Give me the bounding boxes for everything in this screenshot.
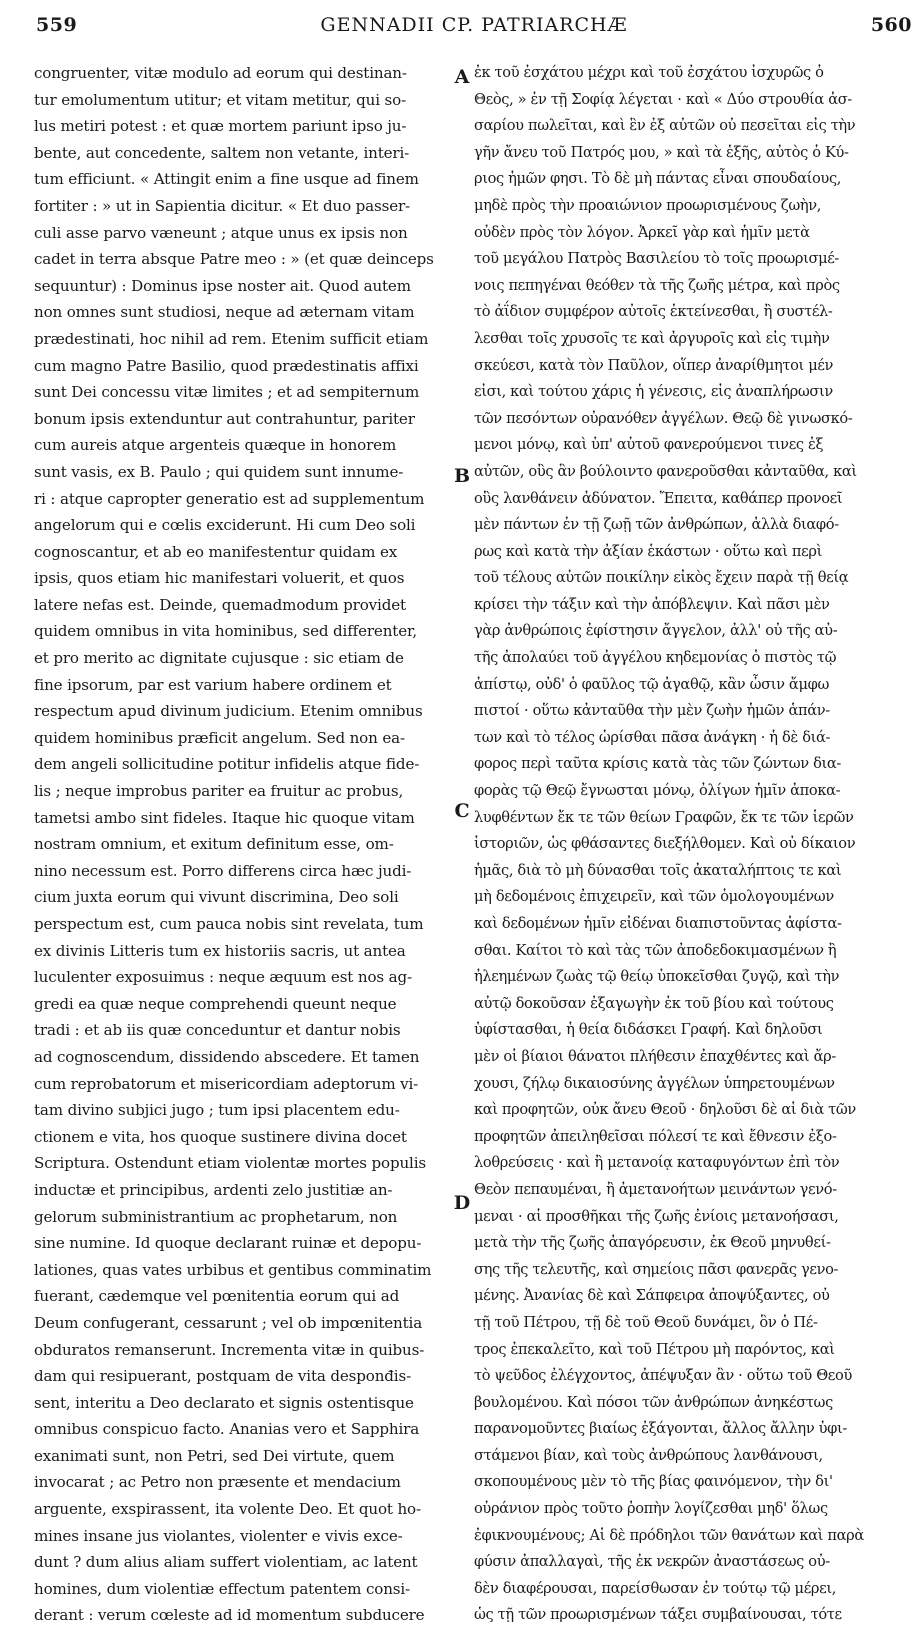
left-page-number: 559: [36, 14, 78, 36]
text-line: οὐράνιον πρὸς τοῦτο ῥοπὴν λογίζεσθαι μηδ' ὅλως: [474, 1500, 828, 1518]
text-line: ἐφικνουμένους; Αἱ δὲ πρόδηλοι τῶν θανάτων καὶ παρὰ: [474, 1526, 864, 1544]
text-line: luculenter exposuimus : neque æquum est nos ag-: [34, 968, 412, 987]
text-line: μηδὲ πρὸς τὴν προαιώνιον προωρισμένους ζωὴν,: [474, 196, 822, 214]
text-line: τοῦ τέλους αὐτῶν ποικίλην εἰκὸς ἔχειν παρὰ τῇ θείᾳ: [474, 569, 849, 587]
text-line: exanimati sunt, non Petri, sed Dei virtute, quem: [34, 1446, 395, 1465]
text-line: cognoscantur, et ab eo manifestentur quidam ex: [34, 542, 398, 561]
text-line: μὲν πάντων ἐν τῇ ζωῇ τῶν ἀνθρώπων, ἀλλὰ διαφό-: [474, 516, 839, 534]
text-line: τῇ τοῦ Πέτρου, τῇ δὲ τοῦ Θεοῦ δυνάμει, ὃν ὁ Πέ-: [474, 1313, 818, 1331]
text-line: tametsi ambo sint fideles. Itaque hic quoque vitam: [34, 808, 415, 827]
text-line: ad cognoscendum, dissidendo abscedere. Et tamen: [34, 1047, 420, 1066]
text-line: tradi : et ab iis quæ conceduntur et dantur nobis: [34, 1021, 401, 1040]
text-line: perspectum est, cum pauca nobis sint revelata, tum: [34, 915, 424, 933]
text-line: ἡμᾶς, διὰ τὸ μὴ δύνασθαι τοῖς ἀκαταλήπτοις τε καὶ: [474, 861, 842, 879]
text-line: πιστοί · οὕτω κἀνταῦθα τὴν μὲν ζωὴν ἡμῶν ἁπάν-: [474, 702, 830, 720]
text-line: παρανομοῦντες βιαίως ἐξάγονται, ἄλλος ἄλλην ὑφι-: [474, 1420, 847, 1438]
text-line: gelorum subministrantium ac prophetarum, non: [34, 1207, 398, 1226]
text-line: νοις πεπηγέναι θεόθεν τὰ τῆς ζωῆς μέτρα, καὶ πρὸς: [474, 276, 840, 294]
text-line: των καὶ τὸ τέλος ὡρίσθαι πᾶσα ἀνάγκη · ἡ δὲ διά-: [474, 728, 831, 746]
text-line: ctionem e vita, hos quoque sustinere divina docet: [34, 1127, 407, 1146]
text-line: καὶ δεδομένων ἡμῖν εἰδέναι διαπιστοῦντας ἀφίστα-: [474, 915, 842, 932]
text-line: dam qui resipuerant, postquam de vita desponđis-: [34, 1367, 412, 1386]
text-line: τὸ ἀΐδιον συμφέρον αὐτοῖς ἐκτείνεσθαι, ἢ συστέλ-: [474, 303, 833, 321]
section-marker-c: C: [454, 800, 470, 822]
text-line: sunt Dei concessu vitæ limites ; et ad sempiternum: [34, 383, 420, 402]
text-line: sunt vasis, ex B. Paulo ; qui quidem sunt innume-: [34, 462, 404, 481]
text-line: ριος ἡμῶν φησι. Τὸ δὲ μὴ πάντας εἶναι σπουδαίους,: [474, 170, 842, 188]
text-line: dem angeli sollicitudine potitur infidelis atque fide-: [34, 755, 420, 774]
text-line: gredi ea quæ neque comprehendi queunt neque: [34, 994, 397, 1013]
text-line: angelorum qui e cœlis exciderunt. Hi cum Deo soli: [34, 516, 416, 535]
text-line: αὐτῶν, οὓς ἂν βούλοιντο φανεροῦσθαι κἀνταῦθα, καὶ: [474, 462, 857, 480]
text-line: μετὰ τὴν τῆς ζωῆς ἀπαγόρευσιν, ἐκ Θεοῦ μηνυθεί-: [474, 1234, 831, 1252]
text-line: ri : atque capropter generatio est ad supplementum: [34, 489, 425, 508]
text-line: μὲν οἱ βίαιοι θάνατοι πλήθεσιν ἐπαχθέντες καὶ ἄρ-: [474, 1047, 836, 1065]
text-line: ἱστοριῶν, ὡς φθάσαντες διεξήλθομεν. Καὶ οὐ δίκαιον: [474, 835, 856, 853]
text-line: ex divinis Litteris tum ex historiis sacris, ut antea: [34, 941, 406, 960]
text-line: nostram omnium, et exitum definitum esse, om-: [34, 835, 394, 854]
text-line: λοθρεύσεις · καὶ ἢ μετανοίᾳ καταφυγόντων ἐπὶ τὸν: [474, 1154, 840, 1172]
text-line: dunt ? dum alius aliam suffert violentiam, ac latent: [34, 1553, 418, 1572]
text-line: λυφθέντων ἔκ τε τῶν θείων Γραφῶν, ἔκ τε τῶν ἱερῶν: [474, 808, 854, 826]
text-line: τῶν πεσόντων οὐρανόθεν ἀγγέλων. Θεῷ δὲ γινωσκό-: [474, 409, 853, 427]
text-line: fuerant, cædemque vel pœnitentia eorum qui ad: [34, 1287, 400, 1306]
text-line: οὐδὲν πρὸς τὸν λόγον. Ἀρκεῖ γὰρ καὶ ἡμῖν μετὰ: [474, 223, 810, 241]
text-line: inductæ et principibus, ardenti zelo justitiæ an-: [34, 1180, 393, 1199]
text-line: cum aureis atque argenteis quæque in honorem: [34, 436, 397, 455]
text-line: et pro merito ac dignitate cujusque : sic etiam de: [34, 649, 404, 668]
text-line: lationes, quas vates urbibus et gentibus comminatim: [34, 1260, 432, 1279]
text-line: invocarat ; ac Petro non præsente et mendacium: [34, 1473, 401, 1492]
text-line: Θεὸν πεπαυμέναι, ἢ ἀμετανοήτων μεινάντων γενό-: [474, 1180, 837, 1198]
text-line: σκεύεσι, κατὰ τὸν Παῦλον, οἵπερ ἀναρίθμητοι μέν: [474, 356, 834, 374]
text-line: κρίσει τὴν τάξιν καὶ τὴν ἀπόβλεψιν. Καὶ πᾶσι μὲν: [474, 595, 830, 613]
text-line: γῆν ἄνευ τοῦ Πατρός μου, » καὶ τὰ ἑξῆς, αὐτὸς ὁ Κύ-: [474, 143, 849, 161]
text-line: καὶ προφητῶν, οὐκ ἄνευ Θεοῦ · δηλοῦσι δὲ αἱ διὰ τῶν: [474, 1101, 856, 1119]
text-line: ρως καὶ κατὰ τὴν ἀξίαν ἑκάστων · οὕτω καὶ περὶ: [474, 542, 822, 560]
text-line: homines, dum violentiæ effectum patentem consi-: [34, 1579, 410, 1598]
text-line: ὡς τῇ τῶν προωρισμένων τάξει συμβαίνουσαι, τότε: [474, 1606, 842, 1624]
text-line: derant : verum cœleste ad id momentum subducere: [34, 1606, 425, 1625]
text-line: Deum confugerant, cessarunt ; vel ob impœnitentia: [34, 1313, 423, 1332]
text-line: tur emolumentum utitur; et vitam metitur, qui so-: [34, 90, 407, 109]
text-line: omnibus conspicuo facto. Ananias vero et Sapphira: [34, 1420, 420, 1439]
text-line: tum efficiunt. « Attingit enim a fine usque ad finem: [34, 170, 419, 189]
text-line: στάμενοι βίαν, καὶ τοὺς ἀνθρώπους λανθάνουσι,: [474, 1446, 823, 1464]
text-line: non omnes sunt studiosi, neque ad æternam vitam: [34, 303, 415, 322]
text-line: αὐτῷ δοκοῦσαν ἐξαγωγὴν ἐκ τοῦ βίου καὶ τούτους: [474, 994, 834, 1012]
text-line: sine numine. Id quoque declarant ruinæ et depopu-: [34, 1234, 422, 1253]
text-line: οὓς λανθάνειν ἀδύνατον. Ἔπειτα, καθάπερ προνοεῖ: [474, 489, 843, 507]
text-line: σθαι. Καίτοι τὸ καὶ τὰς τῶν ἀποδεδοκιμασμένων ἢ: [474, 941, 837, 959]
text-line: ἀπίστῳ, οὐδ' ὁ φαῦλος τῷ ἀγαθῷ, κἂν ὦσιν ἄμφω: [474, 675, 829, 693]
text-line: τοῦ μεγάλου Πατρὸς Βασιλείου τὸ τοῖς προωρισμέ-: [474, 250, 840, 268]
text-line: quidem hominibus præficit angelum. Sed non ea-: [34, 728, 405, 747]
text-line: σαρίου πωλεῖται, καὶ ἓν ἐξ αὐτῶν οὐ πεσεῖται εἰς τὴν: [474, 117, 856, 135]
latin-column: [34, 60, 450, 1629]
text-line: φορος περὶ ταῦτα κρίσις κατὰ τὰς τῶν ζώντων δια-: [474, 755, 841, 773]
text-line: lus metiri potest : et quæ mortem pariunt ipso ju-: [34, 117, 407, 136]
text-line: mines insane jus violantes, violenter e vivis exce-: [34, 1526, 403, 1545]
text-line: quidem omnibus in vita hominibus, sed differenter,: [34, 622, 418, 641]
right-page-number: 560: [870, 14, 912, 36]
text-line: ἠλεημένων ζωὰς τῷ θείῳ ὑποκεῖσθαι ζυγῷ, καὶ τὴν: [474, 968, 840, 986]
text-line: ipsis, quos etiam hic manifestari voluerit, et quos: [34, 569, 405, 588]
text-line: ὑφίστασθαι, ἡ θεία διδάσκει Γραφή. Καὶ δηλοῦσι: [474, 1021, 823, 1039]
section-marker-a: A: [454, 66, 470, 88]
text-line: tam divino subjici jugo ; tum ipsi placentem edu-: [34, 1101, 400, 1120]
text-line: bente, aut concedente, saltem non vetante, interi-: [34, 143, 410, 162]
text-line: fortiter : » ut in Sapientia dicitur. « Et duo passer-: [34, 196, 411, 215]
text-line: δὲν διαφέρουσαι, παρείσθωσαν ἐν τούτῳ τῷ μέρει,: [474, 1579, 837, 1597]
text-line: φορὰς τῷ Θεῷ ἔγνωσται μόνῳ, ὀλίγων ἡμῖν ἀποκα-: [474, 782, 841, 800]
text-line: culi asse parvo væneunt ; atque unus ex ipsis non: [34, 223, 408, 242]
text-line: latere nefas est. Deinde, quemadmodum providet: [34, 595, 406, 614]
text-line: congruenter, vitæ modulo ad eorum qui destinan-: [34, 64, 407, 82]
text-line: σης τῆς τελευτῆς, καὶ σημείοις πᾶσι φανερᾶς γενο-: [474, 1260, 839, 1278]
text-line: sent, interitu a Deo declarato et signis ostentisque: [34, 1393, 414, 1412]
text-line: φύσιν ἀπαλλαγαὶ, τῆς ἐκ νεκρῶν ἀναστάσεως οὐ-: [474, 1553, 830, 1571]
running-head: [36, 14, 912, 42]
text-line: cadet in terra absque Patre meo : » (et quæ deinceps: [34, 250, 434, 269]
text-line: σκοπουμένους μὲν τὸ τῆς βίας φαινόμενον, τὴν δι': [474, 1473, 833, 1491]
text-line: cum reprobatorum et misericordiam adeptorum vi-: [34, 1074, 419, 1093]
text-line: cum magno Patre Basilio, quod prædestinatis affixi: [34, 356, 419, 375]
text-line: γὰρ ἀνθρώποις ἐφίστησιν ἄγγελον, ἀλλ' οὐ τῆς αὐ-: [474, 622, 838, 640]
greek-column: [474, 60, 910, 1629]
text-line: nino necessum est. Porro differens circa hæc judi-: [34, 861, 412, 880]
text-line: sequuntur) : Dominus ipse noster ait. Quod autem: [34, 276, 411, 295]
text-line: Scriptura. Ostendunt etiam violentæ mortes populis: [34, 1154, 426, 1173]
running-head-title: GENNADII CP. PATRIARCHÆ: [320, 14, 628, 36]
text-line: fine ipsorum, par est varium habere ordinem et: [34, 675, 392, 694]
text-line: προφητῶν ἀπειληθεῖσαι πόλεσί τε καὶ ἔθνεσιν ἐξο-: [474, 1127, 837, 1145]
text-line: τὸ ψεῦδος ἐλέγχοντος, ἀπέψυξαν ἂν · οὕτω τοῦ Θεοῦ: [474, 1367, 852, 1385]
text-line: τῆς ἀπολαύει τοῦ ἀγγέλου κηδεμονίας ὁ πιστὸς τῷ: [474, 649, 837, 667]
text-line: βουλομένου. Καὶ πόσοι τῶν ἀνθρώπων ἀνηκέστως: [474, 1393, 833, 1411]
text-line: cium juxta eorum qui vivunt discrimina, Deo soli: [34, 888, 399, 907]
text-line: μένης. Ἀνανίας δὲ καὶ Σάπφειρα ἀποψύξαντες, οὐ: [474, 1287, 830, 1305]
text-line: bonum ipsis extenduntur aut contrahuntur, pariter: [34, 409, 415, 428]
text-line: τρος ἐπεκαλεῖτο, καὶ τοῦ Πέτρου μὴ παρόντος, καὶ: [474, 1340, 835, 1358]
section-marker-b: B: [453, 465, 471, 487]
text-line: prædestinati, hoc nihil ad rem. Etenim sufficit etiam: [34, 329, 429, 348]
text-line: μὴ δεδομένοις ἐπιχειρεῖν, καὶ τῶν ὁμολογουμένων: [474, 888, 834, 906]
text-line: ἐκ τοῦ ἐσχάτου μέχρι καὶ τοῦ ἐσχάτου ἰσχυρῶς ὁ: [474, 64, 824, 81]
text-line: μενοι μόνῳ, καὶ ὑπ' αὐτοῦ φανερούμενοι τινες ἐξ: [474, 436, 824, 454]
text-line: λεσθαι τοῖς χρυσοῖς τε καὶ ἀργυροῖς καὶ εἰς τιμὴν: [474, 329, 830, 347]
text-line: lis ; neque improbus pariter ea fruitur ac probus,: [34, 782, 404, 801]
text-line: obduratos remanserunt. Incrementa vitæ in quibus-: [34, 1340, 425, 1359]
text-line: arguente, exspirassent, ita volente Deo. Et quot ho-: [34, 1500, 421, 1519]
text-line: Θεὸς, » ἐν τῇ Σοφίᾳ λέγεται · καὶ « Δύο στρουθία ἀσ-: [474, 90, 852, 108]
text-line: μεναι · αἱ προσθῆκαι τῆς ζωῆς ἐνίοις μετανοήσασι,: [474, 1207, 839, 1225]
text-line: χουσι, ζήλῳ δικαιοσύνης ἀγγέλων ὑπηρετουμένων: [474, 1074, 835, 1092]
section-marker-d: D: [453, 1192, 471, 1214]
text-line: respectum apud divinum judicium. Etenim omnibus: [34, 702, 423, 721]
text-line: εἰσι, καὶ τούτου χάρις ἡ γένεσις, εἰς ἀναπλήρωσιν: [474, 383, 833, 401]
